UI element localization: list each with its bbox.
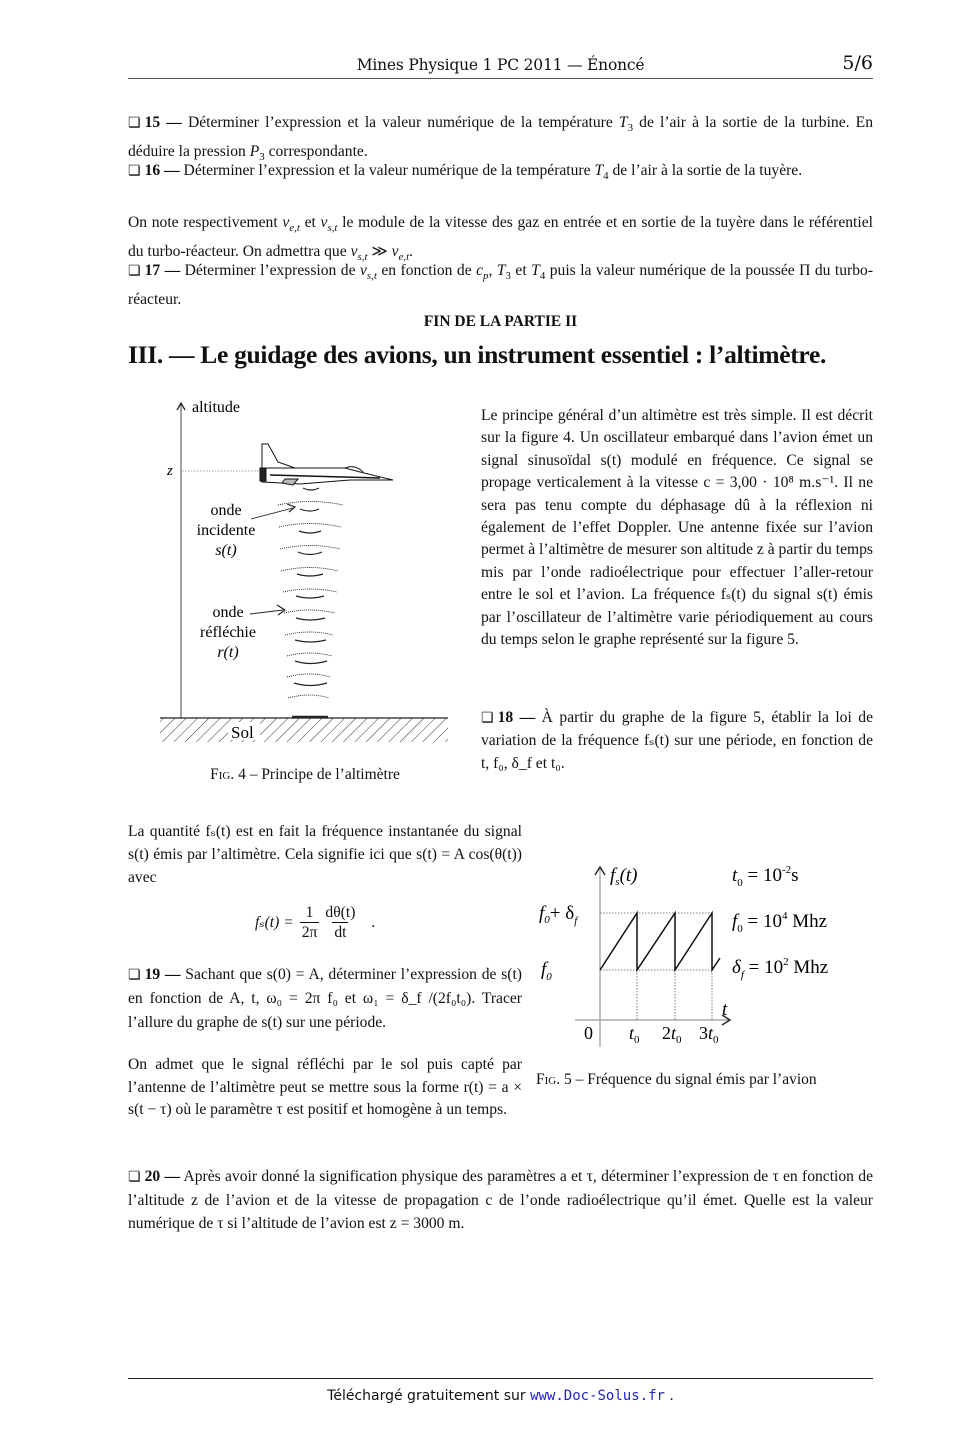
x-tick-0: 0 (584, 1023, 593, 1043)
incident-label-line2: incidente (196, 522, 256, 539)
caption-prefix: Fig. (210, 766, 235, 783)
instant-frequency-paragraph: La quantité fₛ(t) est en fait la fréquence instantanée du signal s(t) émis par l’altimètre. Cela signifie ici que s(t) = A cos(θ(t)) avec (128, 823, 522, 886)
question-text: Déterminer l’expression et la valeur numérique de la température (179, 162, 595, 179)
z-label: z (167, 463, 173, 479)
doc-solus-link[interactable]: www.Doc-Solus.fr (530, 1388, 665, 1404)
equation-end: . (371, 913, 376, 931)
question-number: 17 — (144, 262, 181, 279)
text: le module de la vitesse des gaz en entrée et en sortie de la tuyère dans le référentiel du turbo-réacteur. On admettra que (128, 214, 873, 261)
altitude-label: altitude (192, 399, 240, 416)
caption-prefix: Fig. (536, 1071, 561, 1088)
question-17: ❏ 17 — Déterminer l’expression de $v_{s,t}$ en fonction de $c_p$, $T_3$ et $T_4$ puis la valeur numérique de la poussée Π du turbo-réacteur. (128, 262, 874, 309)
page-header (128, 52, 873, 79)
x-axis-label: t (722, 999, 728, 1020)
x-tick-t0: $t_0$ (629, 1023, 640, 1046)
page-number: 5/6 (842, 52, 873, 74)
reflected-signal-paragraph: On admet que le signal réfléchi par le sol puis capté par l’antenne de l’altimètre peut se mettre sous la forme r(t) = a × s(t − τ) où le paramètre τ est positif et homogène à un temps. (128, 1056, 522, 1119)
arrow-right-icon (287, 504, 295, 512)
arrow-reflected (250, 610, 283, 614)
sawtooth-series (600, 913, 720, 970)
text: On note respectivement (128, 214, 283, 231)
question-number: 20 — (144, 1168, 181, 1185)
page-footer (128, 1388, 873, 1404)
question-text: Après avoir donné la signification physique des paramètres a et τ, déterminer l’expression de τ en fonction de l’altitude z de l’avion et de la vitesse de propagation c de l’onde radioélectrique qu’il émet. Quelle est la valeur numérique de τ si l’altitude de l’avion est z = 3000 m. (128, 1168, 873, 1232)
y-tick-f0-plus-delta: $f_0+ \delta_f$ (539, 903, 578, 927)
question-text: et (510, 262, 532, 279)
question-text: en fonction de (376, 262, 477, 279)
footer-end: . (664, 1388, 674, 1404)
question-text: de l’air à la sortie de la turbine. En déduire la pression (128, 114, 873, 161)
question-number: 18 — (497, 709, 536, 726)
fraction-numerator: 1 (305, 904, 314, 921)
fraction-numerator: dθ(t) (325, 904, 356, 921)
arrow-incident (251, 508, 293, 519)
fraction-denominator: 2π (301, 924, 318, 941)
reflected-label-line1: onde (212, 604, 244, 621)
question-text: Déterminer l’expression de (180, 262, 360, 279)
math-sub: 3 (627, 122, 634, 135)
principle-paragraph: Le principe général d’un altimètre est très simple. Il est décrit sur la figure 4. Un oscillateur embarqué dans l’avion émet un signal sinusoïdal s(t) modulé en fréquence. Ce signal se propage verticalement à la vitesse c = 3,00 · 10⁸ m.s⁻¹. Il ne sera pas tenu compte du déphasage dû à la réflexion ni également de l’effet Doppler. Une antenne fixée sur l’avion permet à l’altimètre de mesurer son altitude z à partir du temps mis par l’onde radioélectrique pour effectuer l’aller-retour entre le sol et l’avion. La fréquence fₛ(t) du signal s(t) émis par l’oscillateur de l’altimètre varie périodiquement au cours du temps selon le graphe représenté sur la figure 5. (481, 407, 873, 649)
checkbox-icon: ❏ (128, 1170, 141, 1185)
figure-5-caption (536, 1069, 850, 1091)
question-text: de l’air à la sortie de la tuyère. (608, 162, 803, 179)
math-var: P (249, 143, 260, 161)
math-var: v (282, 214, 290, 231)
math-sub: 4 (603, 170, 609, 183)
figure-5-frequency-chart (532, 855, 877, 1050)
figure-4-altimeter-diagram (150, 392, 460, 752)
y-axis-label: $f_s(t)$ (610, 865, 638, 888)
checkbox-icon: ❏ (128, 968, 141, 983)
ground-label: Sol (231, 723, 254, 742)
checkbox-icon: ❏ (128, 164, 141, 179)
y-tick-f0: $f_0$ (541, 959, 552, 983)
airplane-icon (260, 444, 393, 485)
math-sub: s,t (327, 222, 338, 235)
reflected-label-line2: réfléchie (200, 624, 256, 641)
checkbox-icon: ❏ (128, 264, 141, 279)
question-text: Sachant que s(0) = A, déterminer l’expression de s(t) en fonction de A, t, ω₀ = 2π f₀ et ω₁ = δ_f /(2f₀t₀). Tracer l’allure du graphe de s(t) sur une période. (128, 966, 522, 1031)
question-19 (128, 963, 522, 1034)
incident-label-line1: onde (210, 502, 242, 519)
math-sub: e,t (289, 222, 300, 235)
annotation-delta-f: $\delta_f = 10^2$ Mhz (732, 956, 829, 981)
caption-text: 5 – Fréquence du signal émis par l’avion (560, 1071, 817, 1088)
question-text: Déterminer l’expression et la valeur numérique de la température (181, 114, 619, 131)
checkbox-icon: ❏ (128, 116, 141, 131)
caption-text: 4 – Principe de l’altimètre (234, 766, 400, 783)
frequency-equation (255, 903, 375, 942)
header-title: Mines Physique 1 PC 2011 — Énoncé (356, 56, 645, 74)
question-16 (128, 159, 873, 188)
question-text: correspondante. (264, 143, 368, 161)
velocity-intro: On note respectivement $v_{e,t}$ et $v_{s,t}$ le module de la vitesse des gaz en entrée et en sortie de la tuyère dans le référentiel du turbo-réacteur. On admettra que $v_{s,t}$ ≫ $v_{e,t}$. (128, 214, 873, 264)
x-tick-2t0: $2t_0$ (662, 1023, 682, 1046)
annotation-f0: $f_0 = 10^4$ Mhz (732, 910, 828, 935)
text: . (409, 243, 414, 261)
footer-text: Téléchargé gratuitement sur (327, 1388, 531, 1404)
end-of-part-label: FIN DE LA PARTIE II (423, 313, 578, 330)
question-20 (128, 1165, 873, 1235)
incident-label-line3: s(t) (215, 542, 237, 559)
equation-lhs: fₛ(t) = (255, 914, 294, 931)
checkbox-icon: ❏ (481, 711, 494, 726)
x-tick-3t0: $3t_0$ (699, 1023, 719, 1046)
annotation-t0: $t_0 = 10^{-2}s$ (732, 864, 799, 889)
math-var: v (320, 214, 328, 231)
ground-hatch (160, 718, 448, 742)
question-18 (481, 707, 873, 775)
math-sub: 3 (259, 151, 265, 164)
fraction-denominator: dt (334, 924, 347, 941)
text: et (299, 214, 321, 231)
question-number: 19 — (144, 966, 181, 983)
question-number: 16 — (144, 162, 180, 179)
math-var: T (594, 162, 604, 179)
reflected-label-line3: r(t) (217, 644, 239, 661)
question-text: puis la valeur numérique de la poussée Π du turbo-réacteur. (128, 262, 874, 309)
math-var: T (618, 114, 628, 131)
figure-4-caption (150, 766, 460, 784)
section-title: III. — Le guidage des avions, un instrument essentiel : l’altimètre. (128, 340, 827, 369)
question-number: 15 — (144, 114, 182, 131)
footer-divider (128, 1378, 873, 1379)
question-text: À partir du graphe de la figure 5, établir la loi de variation de la fréquence fₛ(t) sur une période, en fonction de t, f₀, δ_f et t₀. (481, 709, 873, 772)
wave-fronts (278, 488, 343, 717)
